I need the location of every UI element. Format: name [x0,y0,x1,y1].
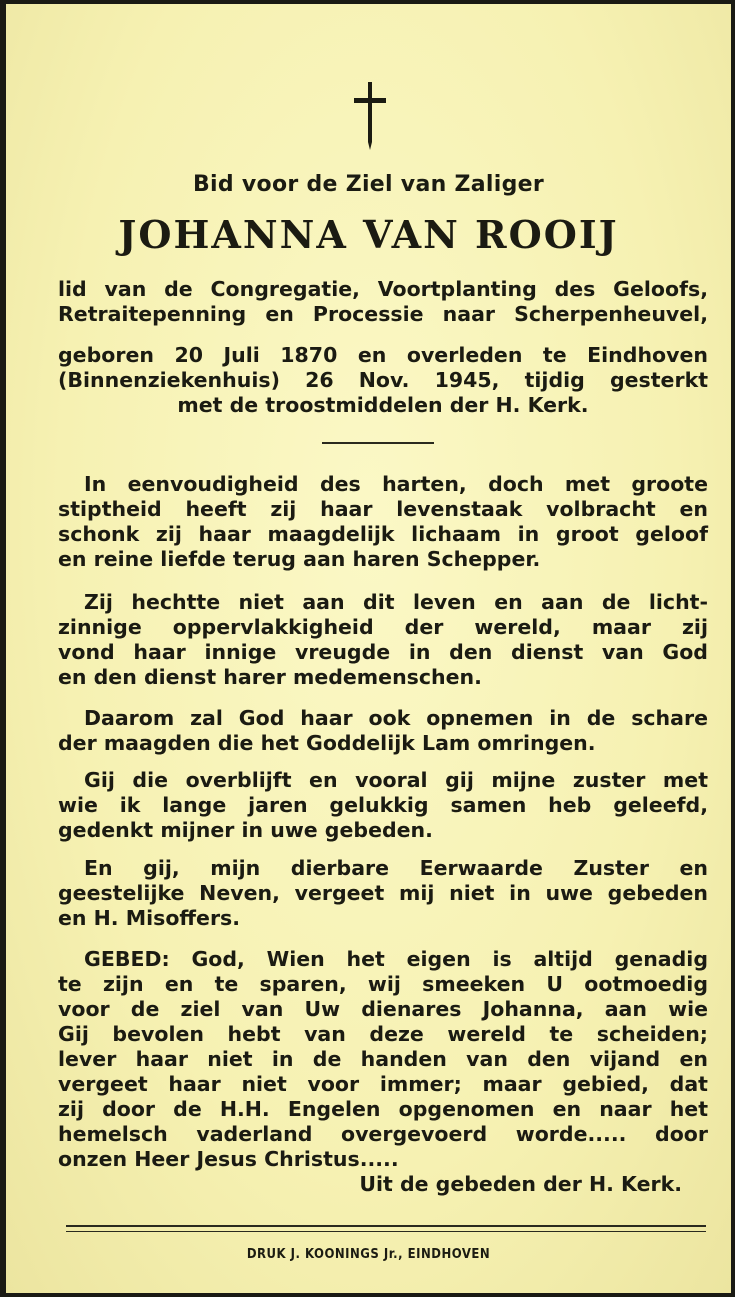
text-line: In eenvoudigheid des harten, doch met groote [84,472,708,496]
text-line: En gij, mijn dierbare Eerwaarde Zuster en [84,856,708,880]
paragraph [58,472,708,572]
prayer-source: Uit de gebeden der H. Kerk. [359,1172,682,1196]
text-line: schonk zij haar maagdelijk lichaam in groot geloof [58,522,708,546]
text-line: stiptheid heeft zij haar levenstaak volbracht en [58,497,708,521]
divider [322,442,434,444]
text-line: vergeet haar niet voor immer; maar gebied, dat [58,1072,708,1096]
text-line: lever haar niet in de handen van den vijand en [58,1047,708,1071]
text-line: Daarom zal God haar ook opnemen in de schare [84,706,708,730]
text-line: te zijn en te sparen, wij smeeken U ootmoedig [58,972,708,996]
deceased-name: JOHANNA VAN ROOIJ [118,212,619,257]
memorial-card [6,4,731,1293]
bio-block [58,277,708,327]
paragraph [58,590,708,690]
text-line: en den dienst harer medemenschen. [58,665,482,689]
printer-credit: DRUK J. KOONINGS Jr., EINDHOVEN [246,1247,491,1262]
text-line: vond haar innige vreugde in den dienst van God [58,640,708,664]
text-line: onzen Heer Jesus Christus..... [58,1147,399,1171]
prayer [58,947,708,1197]
text-line: en H. Misoffers. [58,906,241,930]
bio-line: Retraitepenning en Processie naar Scherpenheuvel, [58,302,708,326]
text-line: en reine liefde terug aan haren Schepper. [58,547,541,571]
paragraph [58,768,708,843]
footer-rule-thin [66,1231,706,1232]
text-line: geestelijke Neven, vergeet mij niet in uwe gebeden [58,881,708,905]
bio-line: lid van de Congregatie, Voortplanting des Geloofs, [58,277,708,301]
bio-block [58,343,708,418]
bio-line: geboren 20 Juli 1870 en overleden te Eindhoven [58,343,708,367]
bio-line: (Binnenziekenhuis) 26 Nov. 1945, tijdig gesterkt [58,368,708,392]
footer-rule [66,1225,706,1227]
text-line: hemelsch vaderland overgevoerd worde..... door [58,1122,708,1146]
text-line: Zij hechtte niet aan dit leven en aan de licht- [84,590,708,614]
text-line: gedenkt mijner in uwe gebeden. [58,818,433,842]
bio-line: met de troostmiddelen der H. Kerk. [177,393,589,417]
text-line: Gij die overblijft en vooral gij mijne zuster met [84,768,708,792]
text-line: voor de ziel van Uw dienares Johanna, aan wie [58,997,708,1021]
paragraph [58,856,708,931]
paragraph [58,706,708,756]
text-line: wie ik lange jaren gelukkig samen heb geleefd, [58,793,708,817]
text-line: Gij bevolen hebt van deze wereld te scheiden; [58,1022,708,1046]
cross-icon [350,82,390,154]
text-line: zinnige oppervlakkigheid der wereld, maar zij [58,615,708,639]
intro-line: Bid voor de Ziel van Zaliger [192,172,545,197]
text-line: zij door de H.H. Engelen opgenomen en naar het [58,1097,708,1121]
text-line: der maagden die het Goddelijk Lam omringen. [58,731,596,755]
text-line: GEBED: God, Wien het eigen is altijd genadig [84,947,708,971]
